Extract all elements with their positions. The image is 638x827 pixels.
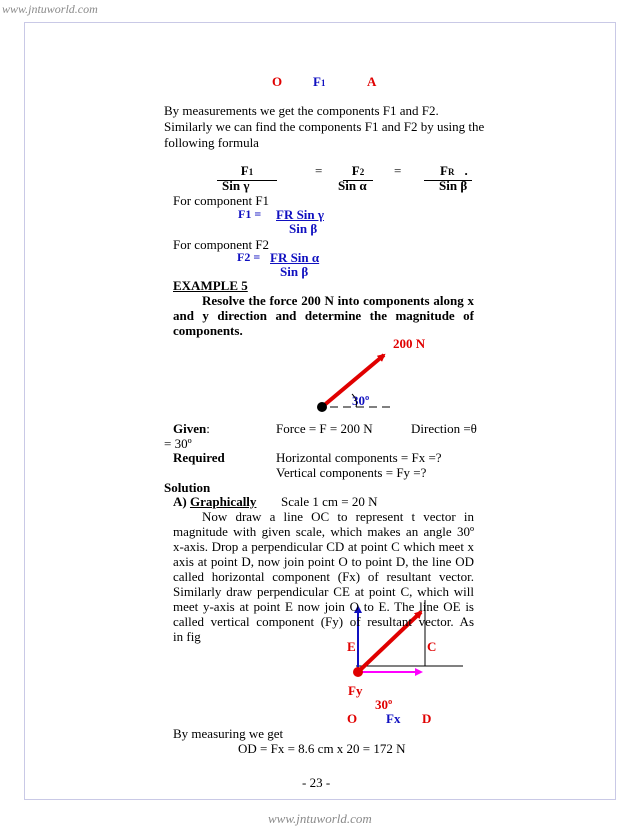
measure-line-2: OD = Fx = 8.6 cm x 20 = 172 N (238, 741, 406, 756)
watermark-top[interactable]: www.jntuworld.com (2, 2, 98, 16)
example-line-3: components. (173, 323, 243, 338)
solution-para-line-9: in fig (173, 629, 201, 644)
label-f1: F1 (313, 74, 326, 89)
solution-method: A) Graphically (173, 494, 257, 509)
required-vertical: Vertical components = Fy =? (276, 465, 427, 480)
given-direction: Direction =θ (411, 421, 477, 436)
comp2-lhs: F2 = (237, 250, 261, 264)
solution-scale: Scale 1 cm = 20 N (281, 494, 378, 509)
formula-f1: F1 (217, 163, 277, 181)
diagram2-label-o: O (347, 711, 358, 726)
required-label: Required (173, 450, 225, 465)
watermark-bottom[interactable]: www.jntuworld.com (268, 811, 372, 826)
diagram1-angle-arc (352, 394, 357, 407)
diagram2-label-fx: Fx (386, 711, 401, 726)
solution-para-line-8: called vertical component (Fy) of resultant vector. As (173, 614, 474, 629)
formula-sin-gamma: Sin γ (222, 178, 250, 193)
solution-para-line-1: Now draw a line OC to represent t vector in (202, 509, 474, 524)
diagram1-force-arrow (322, 355, 384, 407)
formula-eq-2: = (394, 163, 402, 178)
intro-line-1: By measurements we get the components F1 and F2. (164, 103, 439, 118)
solution-para-line-6: Similarly draw perpendicular CE at point C, which will (173, 584, 474, 599)
formula-sin-alpha: Sin α (338, 178, 367, 193)
required-horizontal: Horizontal components = Fx =? (276, 450, 442, 465)
given-direction-cont: = 30º (164, 436, 192, 451)
intro-line-3: following formula (164, 135, 259, 150)
example-line-1: Resolve the force 200 N into components along x (202, 293, 474, 308)
comp1-numerator: FR Sin γ (276, 207, 324, 222)
diagram2-label-fy: Fy (348, 683, 363, 698)
example-line-2: and y direction and determine the magnitude of (173, 308, 474, 323)
intro-line-2: Similarly we can find the components F1 and F2 by using the (164, 119, 485, 134)
formula-sin-beta: Sin β (439, 178, 468, 193)
solution-para-line-3: x-axis. Drop a perpendicular CD at point C which meet x (173, 539, 474, 554)
given-label: Given: (173, 421, 210, 436)
comp1-denominator: Sin β (289, 221, 318, 236)
comp1-lhs: F1 = (238, 207, 262, 221)
comp1-label: For component F1 (173, 193, 270, 208)
diagram1-origin-point (317, 402, 327, 412)
formula-f2: F2 (343, 163, 373, 181)
solution-title: Solution (164, 480, 211, 495)
comp2-denominator: Sin β (280, 264, 309, 279)
label-o: O (272, 74, 283, 89)
given-force: Force = F = 200 N (276, 421, 373, 436)
formula-eq-1: = (315, 163, 323, 178)
diagram2-label-c: C (427, 639, 437, 654)
diagram1-force-label: 200 N (393, 336, 426, 351)
diagram2-label-angle: 30º (375, 697, 393, 712)
comp2-label: For component F2 (173, 237, 270, 252)
comp2-numerator: FR Sin α (270, 250, 320, 265)
diagram2-label-d: D (422, 711, 432, 726)
diagram2-origin-point (353, 667, 363, 677)
label-a: A (367, 74, 377, 89)
diagram2-label-e: E (347, 639, 356, 654)
page-number: - 23 - (302, 775, 331, 790)
solution-para-line-4: axis at point D, now join point O to point D, the line OD (173, 554, 474, 569)
example-title: EXAMPLE 5 (173, 278, 248, 293)
formula-fr: FR . (424, 163, 472, 181)
diagram1-angle-label: 30º (352, 393, 370, 408)
solution-para-line-2: magnitude with given scale, which makes an angle 30º (173, 524, 474, 539)
solution-para-line-7: meet y-axis at point E now join O to E. The line OE is (173, 599, 474, 614)
measure-line-1: By measuring we get (173, 726, 284, 741)
solution-para-line-5: called horizontal component (Fx) of resultant vector. (173, 569, 474, 584)
